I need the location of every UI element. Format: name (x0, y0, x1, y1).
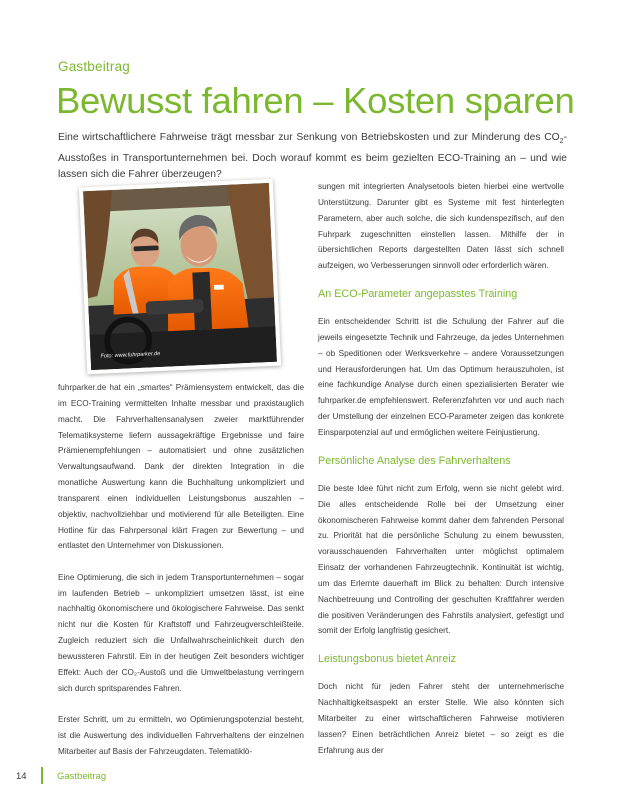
right-column (318, 179, 564, 758)
article-photo (79, 179, 281, 375)
body-paragraph: Die beste Idee führt nicht zum Erfolg, wenn sie nicht gelebt wird. Die alles entscheidende Rolle bei der Umsetzung einer ökonomischeren Fahrweise kommt daher dem fahrenden Personal zu. Priorität hat die persönliche Schulung zu einem bewussten, vorausschauenden Fahrverhalten unter möglichst optimalem Einsatz der vorhandenen Fahrzeugtechnik. Kontinuität ist wichtig, um das Erlernte dauerhaft im Blick zu behalten: Durch intensive Nachbetreuung und Controlling der geschulten Kraftfahrer werden die positiven Veränderungen des Fahrstils analysiert, gefestigt und somit der Erfolg langfristig gesichert. (318, 483, 564, 636)
page-footer (0, 762, 623, 786)
footer-section-label: Gastbeitrag (57, 771, 107, 782)
footer-divider (41, 767, 43, 784)
subheading: Persönliche Analyse des Fahrverhaltens (318, 454, 511, 467)
lead-subscript: 2 (559, 138, 564, 146)
lead-part-1: Eine wirtschaftlichere Fahrweise trägt messbar zur Senkung von Betriebskosten und zur Minderung des CO (58, 132, 560, 143)
subheading: Leistungsbonus bietet Anreiz (318, 653, 457, 666)
body-paragraph: Ein entscheidender Schritt ist die Schulung der Fahrer auf die jeweils eingesetzte Technik und Fahrzeuge, da jedes Unternehmen – ob Speditionen oder Werksverkehre – andere Voraussetzungen und Herausforderungen hat. Um das Optimum herauszuholen, ist eine fachkundige Analyse durch einen spezialisierten Berater wie fuhrparker.de empfehlenswert. Referenzfahrten vor und auch nach der Umstellung der einzelnen ECO-Parameter zeigen das konkrete Einsparpotenzial auf und ermöglichen weitere Feinjustierung. (318, 317, 564, 437)
body-paragraph: fuhrparker.de hat ein „smartes“ Prämiensystem entwickelt, das die im ECO-Training vermittelten Inhalte messbar und praxistauglich macht. Die Fahrverhaltensanalysen zweier marktführender Telematiksysteme liefern aussagekräftige Ergebnisse und faire Prämienempfehlungen – automatisiert und ohne zusätzlichen Verwaltungsaufwand. Dank der direkten Integration in die monatliche Auswertung kann die Buchhaltung unkompliziert und transparent einen individuellen Leistungsbonus auszahlen – objektiv, nachvollziehbar und motivierend für alle Beteiligten. Eine Hotline für das Fahrpersonal klärt Fragen zur Bewertung – und entlastet den Unternehmer von Diskussionen. (58, 383, 304, 551)
article-title: Bewusst fahren – Kosten sparen (56, 80, 575, 121)
left-column (58, 380, 304, 760)
body-paragraph: Eine Optimierung, die sich in jedem Transportunternehmen – sogar im laufenden Betrieb – unkompliziert umsetzen lässt, ist eine nachhaltig ökonomischere und ökologischere Fahrweise. Das senkt nicht nur die Kosten für Kraftstoff und Fahrzeugverschleißteile. Zugleich reduziert sich die Unfallwahrscheinlichkeit durch den bewussteren Fahrstil. Ein in der heutigen Zeit besonders wichtiger Effekt: Auch der CO₂-Austoß und die Umweltbelastung verringern sich durch spritsparendes Fahren. (58, 572, 304, 693)
lead-part-2: -Ausstoßes in Transportunternehmen bei. Doch worauf kommt es beim gezielten ECO-Training an – und wie lassen sich die Fahrer überzeugen? (58, 132, 567, 181)
body-paragraph: Doch nicht für jeden Fahrer steht der unternehmerische Nachhaltigkeitsaspekt an erster Stelle. Wie also könnten sich Mitarbeiter zu einer wirtschaftlicheren Fahrweise motivieren lassen? Einen beträchtlichen Anreiz bietet – so zeigt es die Erfahrung aus der (318, 682, 564, 755)
page-number: 14 (16, 771, 27, 782)
article-lead (58, 130, 567, 184)
section-kicker: Gastbeitrag (58, 59, 130, 74)
body-paragraph: sungen mit integrierten Analysetools bieten hierbei eine wertvolle Unterstützung. Darunter gibt es Systeme mit fest hinterlegten Parametern, aber auch solche, die sich kundenspezifisch, auf den Fuhrpark zugeschnitten einstellen lassen. Mithilfe der in übersichtlichen Reports dargestellten Daten lässt sich schnell aufzeigen, wo Verbesserungen sinnvoll oder erforderlich wären. (318, 182, 564, 271)
photo-credit: Foto: www.fuhrparker.de (100, 350, 161, 360)
truck-cab-drivers-image (83, 183, 277, 370)
body-paragraph: Erster Schritt, um zu ermitteln, wo Optimierungspotenzial besteht, ist die Auswertung des individuellen Fahrverhaltens der einzelnen Mitarbeiter auf Basis der Fahrzeugdaten. Telematiklö- (58, 715, 304, 756)
subheading: An ECO-Parameter angepasstes Training (318, 288, 518, 301)
